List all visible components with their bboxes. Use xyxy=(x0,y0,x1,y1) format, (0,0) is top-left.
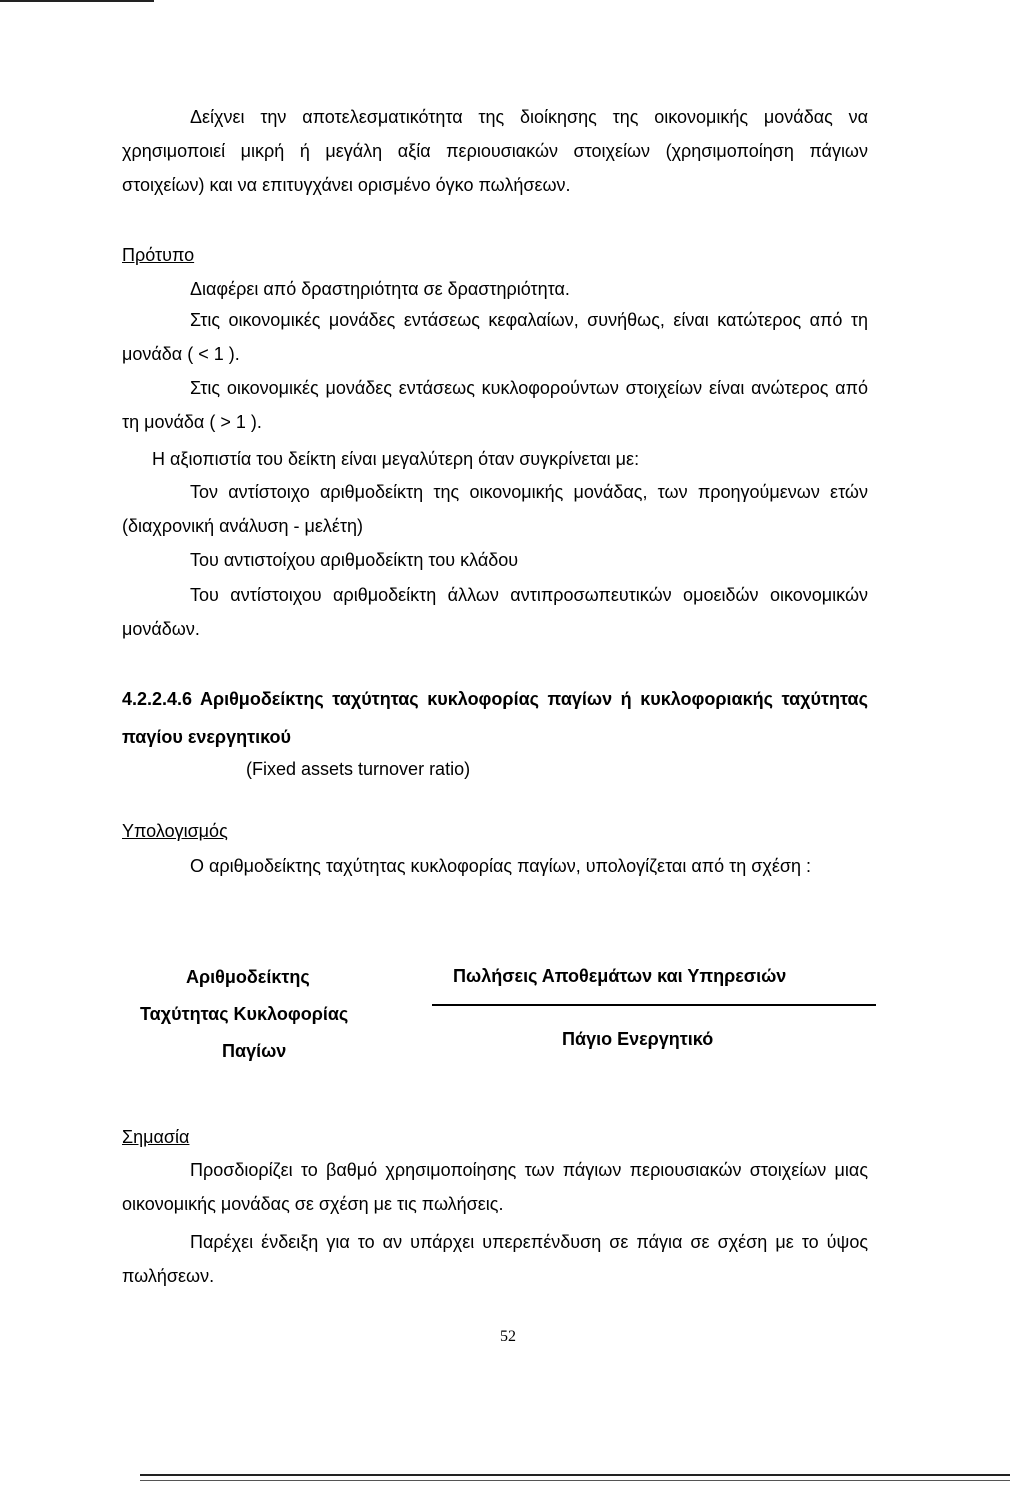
section-subtitle: (Fixed assets turnover ratio) xyxy=(246,759,471,779)
fraction-bar xyxy=(432,1004,876,1006)
section-title: 4.2.2.4.6 Αριθμοδείκτης ταχύτητας κυκλοφορίας παγίων ή κυκλοφοριακής ταχύτητας παγίου ενεργητικού xyxy=(122,689,868,747)
calc-heading: Υπολογισμός xyxy=(122,821,228,841)
page-number: 52 xyxy=(500,1328,516,1345)
importance-line-2: Παρέχει ένδειξη για το αν υπάρχει υπερεπένδυση σε πάγια σε σχέση με το ύψος πωλήσεων. xyxy=(122,1232,868,1286)
top-rule xyxy=(0,0,154,2)
formula-numerator: Πωλήσεις Αποθεμάτων και Υπηρεσιών xyxy=(453,966,787,986)
formula-lhs-3: Παγίων xyxy=(222,1041,287,1061)
standard-line-6: Του αντιστοίχου αριθμοδείκτη του κλάδου xyxy=(190,550,519,570)
bottom-rule xyxy=(140,1474,1010,1476)
formula-lhs-2: Ταχύτητας Κυκλοφορίας xyxy=(140,1004,349,1024)
standard-line-1: Διαφέρει από δραστηριότητα σε δραστηριότητα. xyxy=(190,279,570,299)
importance-heading: Σημασία xyxy=(122,1127,190,1147)
bottom-rule-thin xyxy=(140,1480,1010,1481)
standard-line-7: Του αντίστοιχου αριθμοδείκτη άλλων αντιπροσωπευτικών ομοειδών οικονομικών μονάδων. xyxy=(122,585,868,639)
standard-heading: Πρότυπο xyxy=(122,245,195,265)
formula-denominator: Πάγιο Ενεργητικό xyxy=(562,1029,714,1049)
importance-line-1: Προσδιορίζει το βαθμό χρησιμοποίησης των πάγιων περιουσιακών στοιχείων μιας οικονομικής μονάδας σε σχέση με τις πωλήσεις. xyxy=(122,1160,868,1214)
calc-text: Ο αριθμοδείκτης ταχύτητας κυκλοφορίας παγίων, υπολογίζεται από τη σχέση : xyxy=(190,856,811,876)
intro-paragraph: Δείχνει την αποτελεσματικότητα της διοίκησης της οικονομικής μονάδας να χρησιμοποιεί μικρή ή μεγάλη αξία περιουσιακών στοιχείων (χρησιμοποίηση πάγιων στοιχείων) και να επιτυγχάνει ορισμένο όγκο πωλήσεων. xyxy=(122,107,868,195)
formula-lhs-1: Αριθμοδείκτης xyxy=(186,967,310,987)
standard-line-3: Στις οικονομικές μονάδες εντάσεως κυκλοφορούντων στοιχείων είναι ανώτερος από τη μονάδα ( > 1 ). xyxy=(122,378,868,432)
standard-line-2: Στις οικονομικές μονάδες εντάσεως κεφαλαίων, συνήθως, είναι κατώτερος από τη μονάδα ( < 1 ). xyxy=(122,310,868,364)
standard-line-5: Τον αντίστοιχο αριθμοδείκτη της οικονομικής μονάδας, των προηγούμενων ετών (διαχρονική ανάλυση - μελέτη) xyxy=(122,482,868,536)
standard-line-4: Η αξιοπιστία του δείκτη είναι μεγαλύτερη όταν συγκρίνεται με: xyxy=(152,449,640,469)
